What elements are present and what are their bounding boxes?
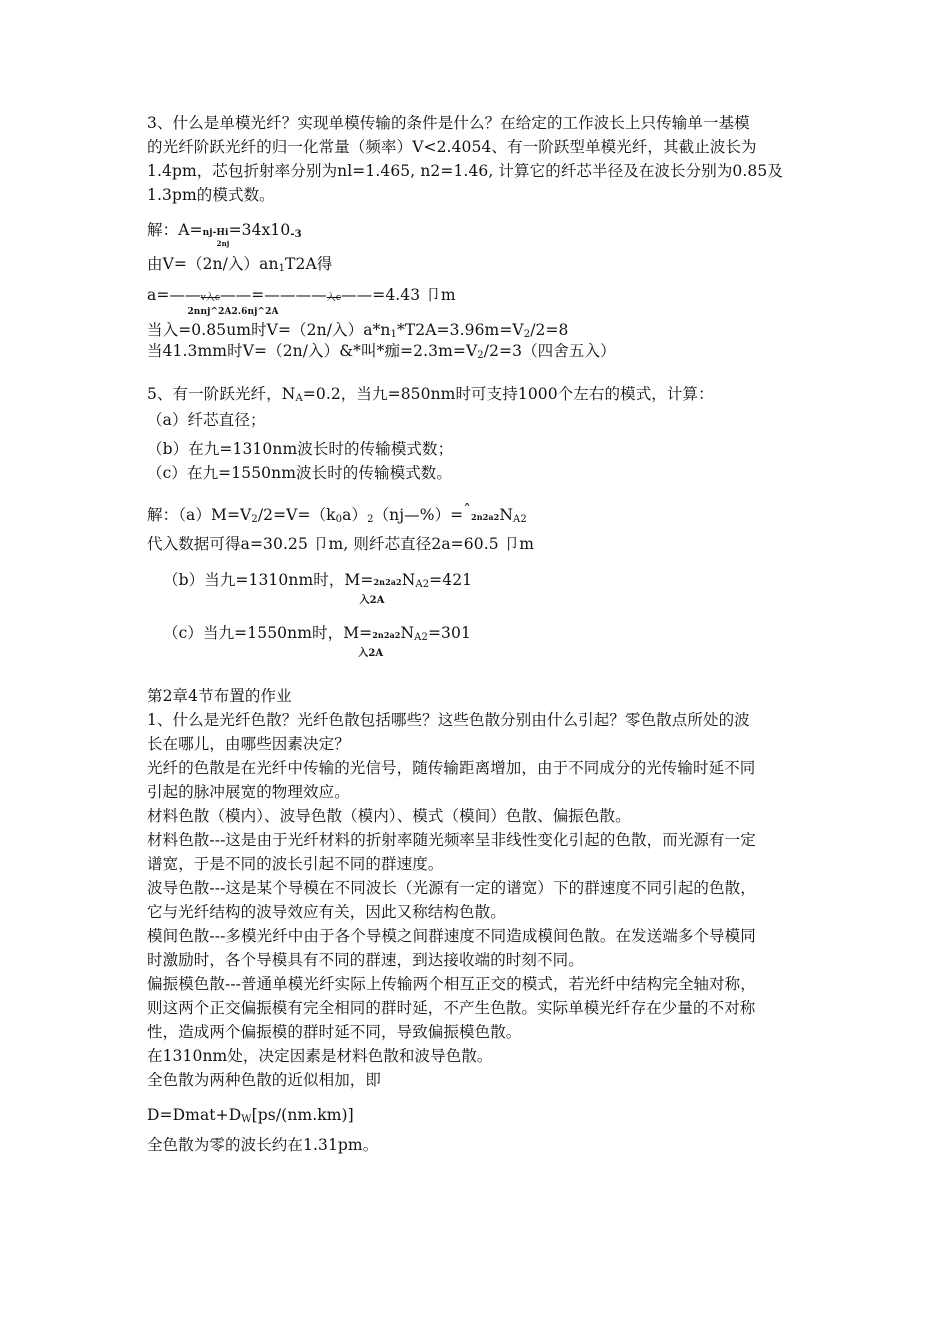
sol3-case-1-sub: 1 xyxy=(390,329,397,340)
sol5-m-d: （nj—%）= xyxy=(373,506,464,524)
q5-part-b: （b）在九=1310nm波长时的传输模式数； xyxy=(147,440,454,458)
sol5-c-tiny: 2n2a2 xyxy=(372,630,401,640)
sol5-c-a: （c）当九=1550nm时，M= xyxy=(163,624,373,642)
sol5-b-fraction xyxy=(359,569,402,606)
sol5-m-e: ˆ xyxy=(463,502,472,520)
ch2-p4-line-2: 它与光纤结构的波导效应有关，因此又称结构色散。 xyxy=(147,903,506,921)
sol3-a-frac2: 入c xyxy=(326,293,342,303)
sol5-data-line: 代入数据可得a=30.25 卩m, 则纤芯直径2a=60.5 卩m xyxy=(147,535,535,553)
ch2-p8: 全色散为两种色散的近似相加，即 xyxy=(147,1071,382,1089)
sol5-m-c: a） xyxy=(342,506,368,524)
q3-line-2: 的光纤阶跃光纤的归一化常量（频率）V<2.4054、有一阶跃型单模光纤，其截止波长为 xyxy=(147,138,757,156)
sol5-c-denominator: 入2A xyxy=(358,648,384,659)
q5-line-1-b: =0.2，当九=850nm时可支持1000个左右的模式，计算： xyxy=(302,385,714,403)
sol5-m-b: /2=V=（k xyxy=(257,506,336,524)
ch2-p5-line-1: 模间色散---多模光纤中由于各个导模之间群速度不同造成模间色散。在发送端多个导模同 xyxy=(147,927,756,945)
ch2-p5-line-2: 时激励时，各个导模具有不同的群速，到达接收端的时刻不同。 xyxy=(147,951,584,969)
q5-line-1-sub: A xyxy=(295,393,303,404)
sol3-delta-denominator: 2nj xyxy=(216,239,230,248)
sol5-m-sub3: 2 xyxy=(367,514,374,525)
sol5-m-sub2: 0 xyxy=(335,514,343,525)
sol5-m-tiny: 2n2a2 xyxy=(471,512,500,522)
sol3-delta-line xyxy=(147,219,302,246)
sol3-case-2-a: 当41.3mm时V=（2n/入）&*叫*痂=2.3m=V xyxy=(147,342,478,360)
sol3-delta-suffix: =34x10 xyxy=(228,221,291,239)
sol5-m-line xyxy=(147,500,527,531)
sol3-delta-prefix: 解：A= xyxy=(147,221,203,239)
ch2-formula xyxy=(147,1104,354,1131)
ch2-p6-line-1: 偏振模色散---普通单模光纤实际上传输两个相互正交的模式，若光纤中结构完全轴对称， xyxy=(147,975,756,993)
sol5-c-c: =301 xyxy=(427,624,471,642)
ch2-p4-line-1: 波导色散---这是某个导模在不同波长（光源有一定的谱宽）下的群速度不同引起的色散， xyxy=(147,879,756,897)
sol3-a-mid: =—— xyxy=(251,286,296,304)
sol5-m-sub: 2 xyxy=(251,514,258,525)
ch2-p6-line-3: 性，造成两个偏振模的群时延不同，导致偏振模色散。 xyxy=(147,1023,522,1041)
sol3-case-1-sub2: 2 xyxy=(523,329,531,340)
q3-line-3: 1.4pm，芯包折射率分别为nl=1.465, n2=1.46, 计算它的纤芯半径及在波长分别为0.85及 xyxy=(147,162,783,180)
q3-line-1: 3、什么是单模光纤？实现单模传输的条件是什么？在给定的工作波长上只传输单一基模 xyxy=(147,114,750,132)
sol3-delta-fraction xyxy=(202,219,230,248)
sol5-c-fraction xyxy=(358,622,401,659)
sol3-v-tail: T2A得 xyxy=(285,255,333,273)
sol3-a-suffix: =4.43 卩m xyxy=(372,286,456,304)
sol3-case-1-c: /2=8 xyxy=(530,321,569,339)
sol5-b-c: =421 xyxy=(429,571,473,589)
ch2-q1-line-2: 长在哪儿，由哪些因素决定？ xyxy=(147,735,350,753)
q3-line-4: 1.3pm的模式数。 xyxy=(147,186,275,204)
sol5-part-b xyxy=(163,569,473,606)
sol5-b-a: （b）当九=1310nm时，M= xyxy=(163,571,374,589)
sol5-b-sub: A2 xyxy=(415,579,430,590)
ch2-formula-sub: W xyxy=(241,1114,252,1125)
q5-part-c: （c）在九=1550nm波长时的传输模式数。 xyxy=(147,464,452,482)
q5-line-1-a: 5、有一阶跃光纤，N xyxy=(147,385,296,403)
sol3-case-1-b: *T2A=3.96m=V xyxy=(396,321,524,339)
sol5-part-c xyxy=(163,622,471,659)
sol3-a-fraction: ——v入c—— 2nnj^2A2.6nj^2A xyxy=(169,284,251,309)
sol5-c-sub: A2 xyxy=(414,632,428,643)
ch2-heading: 第2章4节布置的作业 xyxy=(147,687,292,705)
sol3-case-2-b: /2=3（四舍五入） xyxy=(483,342,616,360)
sol5-c-b: N xyxy=(400,624,415,642)
ch2-formula-b: [ps/(nm.km)] xyxy=(251,1106,354,1124)
ch2-p1-line-1: 光纤的色散是在光纤中传输的光信号，随传输距离增加，由于不同成分的光传输时延不同 xyxy=(147,759,756,777)
sol3-delta-exponent: -3 xyxy=(290,229,302,240)
ch2-p9: 全色散为零的波长约在1.31pm。 xyxy=(147,1136,379,1154)
sol5-m-f: N xyxy=(499,506,514,524)
sol3-a-denominator: 2nnj^2A2.6nj^2A xyxy=(187,307,279,317)
sol3-delta-numerator: nj-Hi xyxy=(202,228,229,238)
ch2-p3-line-1: 材料色散---这是由于光纤材料的折射率随光频率呈非线性变化引起的色散，而光源有一定 xyxy=(147,831,756,849)
ch2-p7: 在1310nm处，决定因素是材料色散和波导色散。 xyxy=(147,1047,493,1065)
sol5-b-tiny: 2n2a2 xyxy=(373,577,402,587)
sol5-b-b: N xyxy=(401,571,416,589)
q5-line-1 xyxy=(147,383,714,410)
sol3-a-line: a=——v入c—— 2nnj^2A2.6nj^2A =————入c——=4.43 卩m xyxy=(147,284,456,309)
ch2-p2: 材料色散（模内）、波导色散（模内）、模式（模间）色散、偏振色散。 xyxy=(147,807,631,825)
sol3-case-2 xyxy=(147,340,616,367)
sol3-a-frac1: v入c xyxy=(200,293,221,303)
sol3-v-sub: 1 xyxy=(278,263,286,274)
ch2-p6-line-2: 则这两个正交偏振模有完全相同的群时延，不产生色散。实际单模光纤存在少量的不对称 xyxy=(147,999,756,1017)
ch2-q1-line-1: 1、什么是光纤色散？光纤色散包括哪些？这些色散分别由什么引起？零色散点所处的波 xyxy=(147,711,750,729)
ch2-p1-line-2: 引起的脉冲展宽的物理效应。 xyxy=(147,783,350,801)
sol3-case-2-sub: 2 xyxy=(477,350,484,361)
sol3-v-text: 由V=（2n/入）an xyxy=(147,255,279,273)
sol5-m-a: 解：（a）M=V xyxy=(147,506,252,524)
sol3-a-prefix: a= xyxy=(147,286,170,304)
sol3-case-1-a: 当入=0.85um时V=（2n/入）a*n xyxy=(147,321,391,339)
sol3-v-line xyxy=(147,253,332,280)
sol5-b-denominator: 入2A xyxy=(359,595,385,606)
ch2-formula-a: D=Dmat+D xyxy=(147,1106,242,1124)
ch2-p3-line-2: 谱宽，于是不同的波长引起不同的群速度。 xyxy=(147,855,444,873)
sol5-m-sub4: A2 xyxy=(513,514,527,525)
q5-part-a: （a）纤芯直径； xyxy=(147,411,266,429)
